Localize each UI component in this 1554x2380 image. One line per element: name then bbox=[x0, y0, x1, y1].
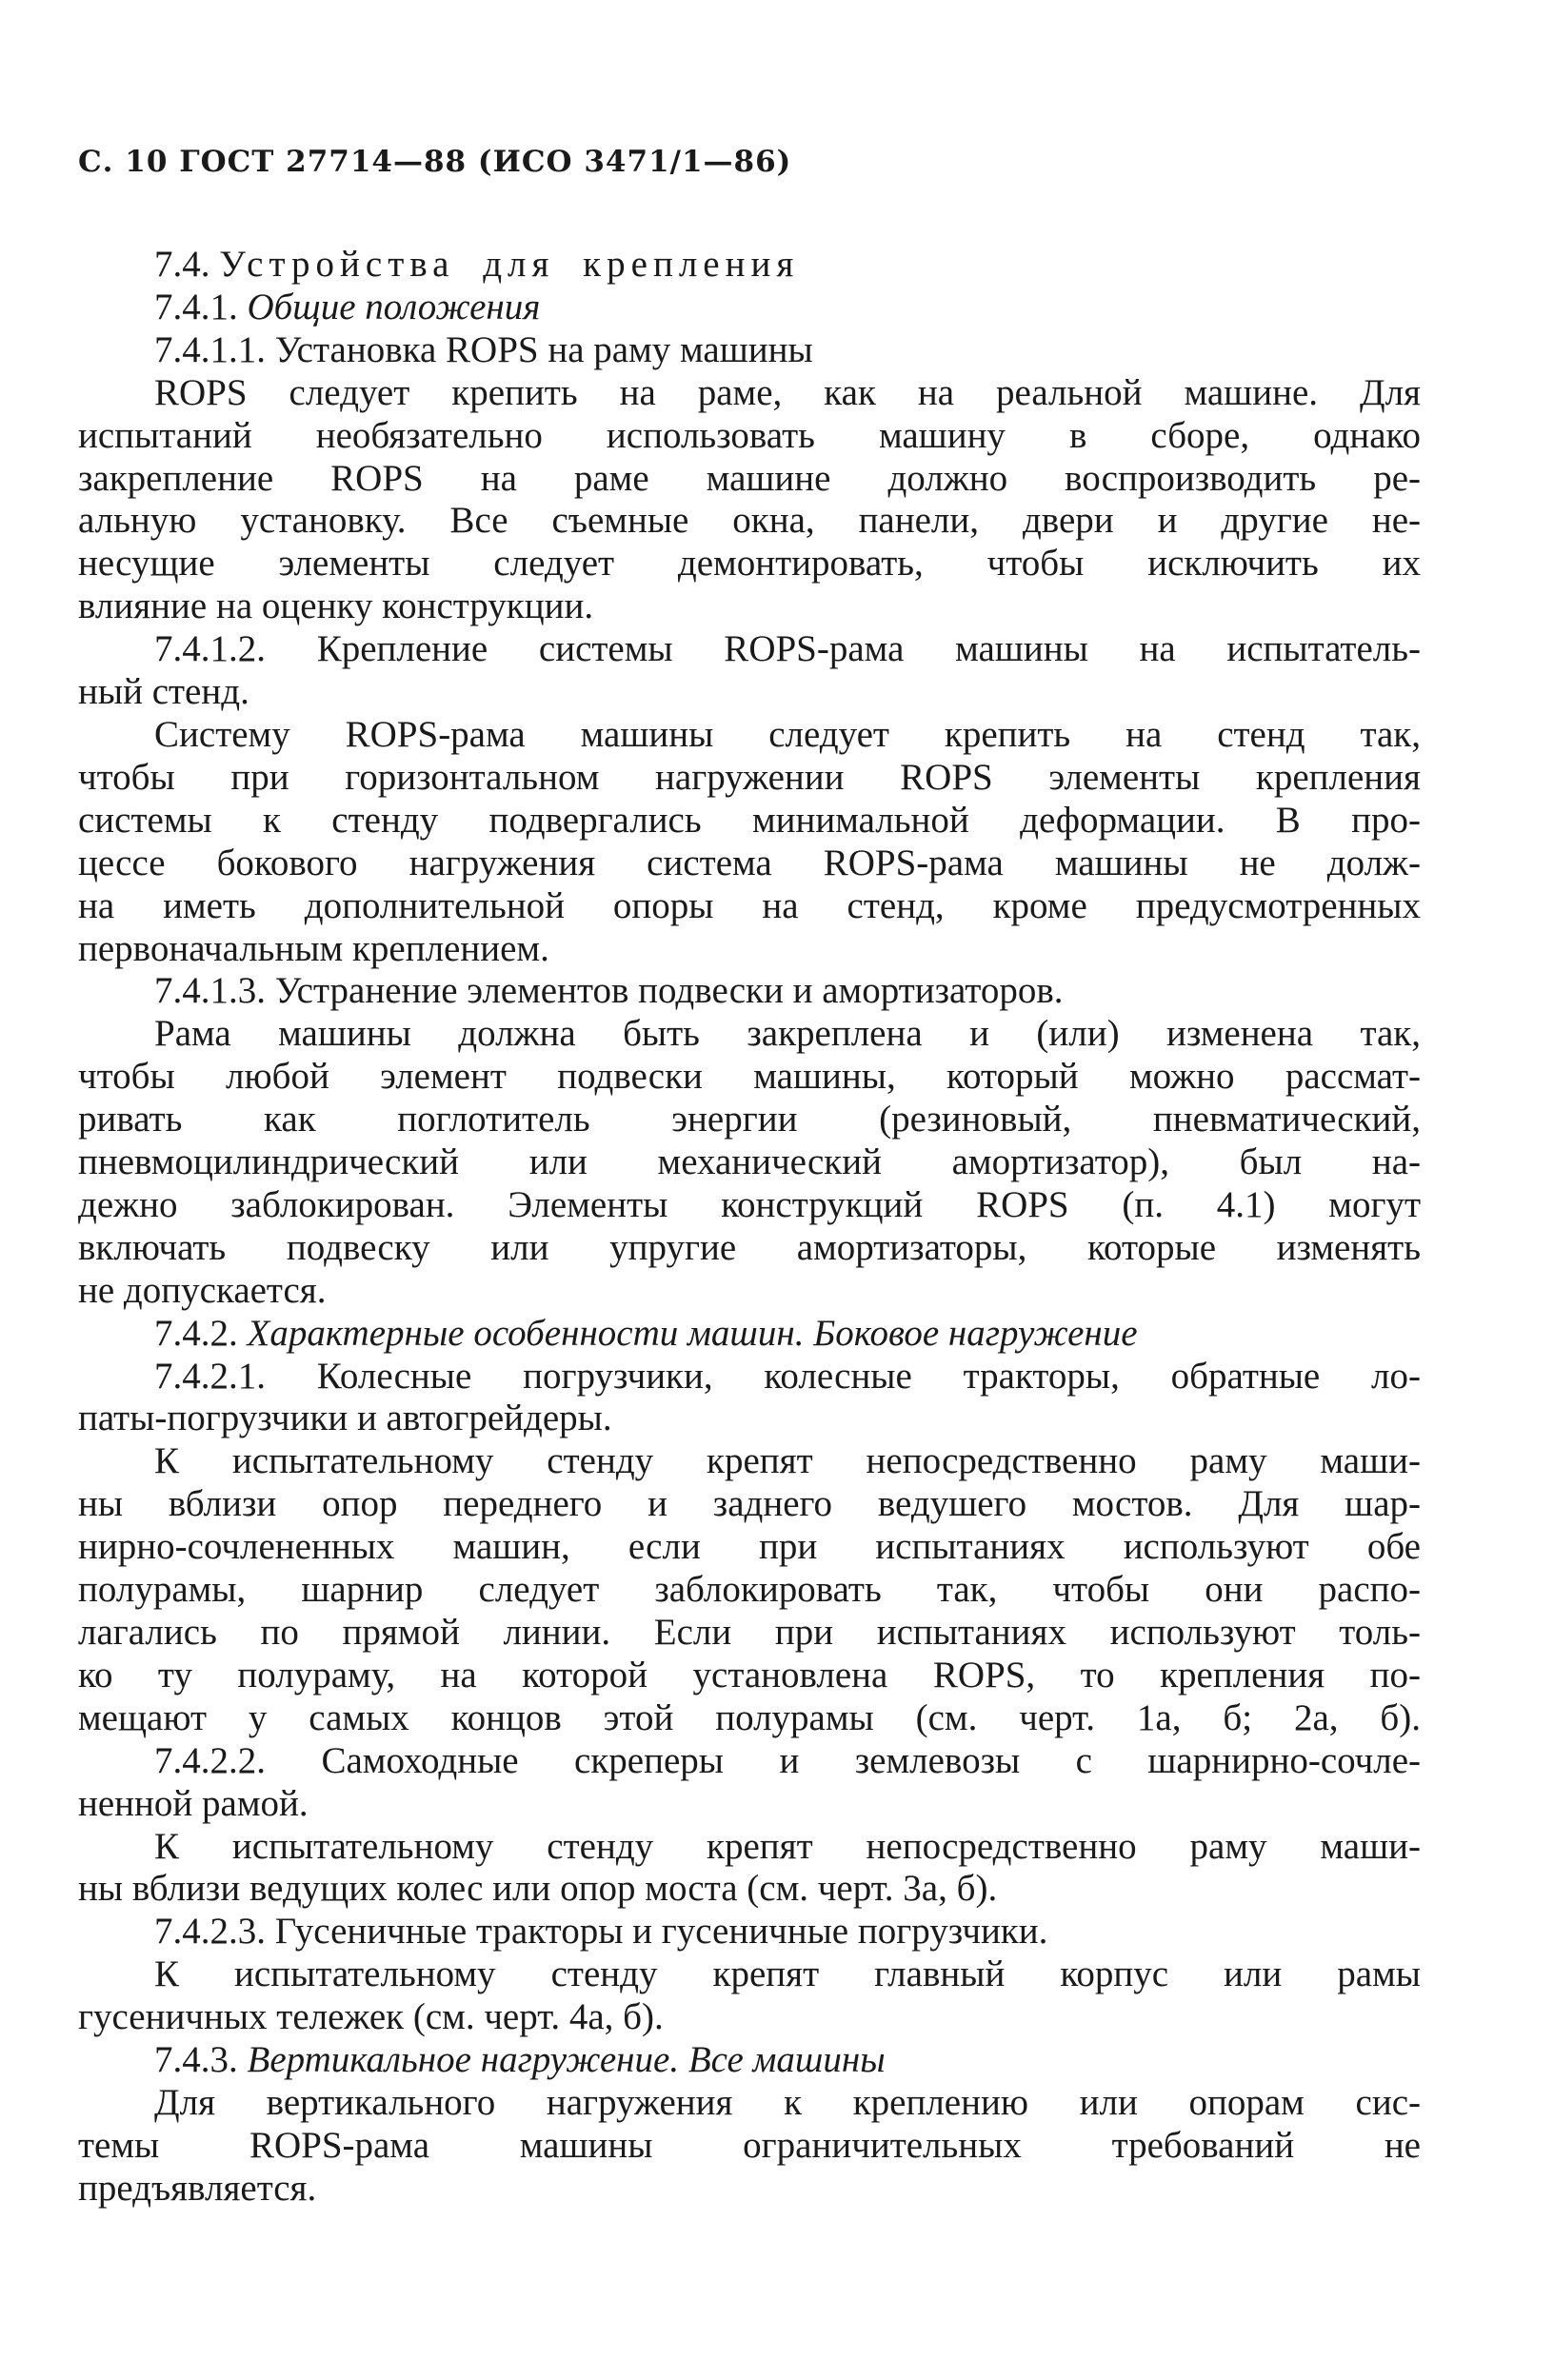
text-line: 7.4.2.2. Самоходные скреперы и землевозы с шарнирно-сочле- bbox=[154, 1739, 1421, 1781]
text-line: системы к стенду подвергались минимальной деформации. В про- bbox=[78, 799, 1421, 841]
text-line: предъявляется. bbox=[78, 2167, 317, 2209]
page-header: С. 10 ГОСТ 27714—88 (ИСО 3471/1—86) bbox=[78, 145, 792, 179]
text-line: Систему ROPS-рама машины следует крепить на стенд так, bbox=[154, 713, 1421, 755]
text-line: лагались по прямой линии. Если при испытаниях используют толь- bbox=[78, 1612, 1421, 1653]
text-line: 7.4.1.2. Крепление системы ROPS-рама машины на испытатель- bbox=[154, 628, 1421, 670]
text-line: ный стенд. bbox=[78, 671, 249, 713]
text-line: чтобы при горизонтальном нагружении ROPS элементы крепления bbox=[78, 756, 1421, 798]
text-line: ривать как поглотитель энергии (резиновый, пневматический, bbox=[78, 1099, 1421, 1140]
text-line: мещают у самых концов этой полурамы (см. черт. 1а, б; 2а, б). bbox=[78, 1696, 1421, 1738]
text-line: чтобы любой элемент подвески машины, который можно рассмат- bbox=[78, 1056, 1421, 1098]
text-line: 7.4.1.1. Установка ROPS на раму машины bbox=[154, 328, 813, 370]
text-line: 7.4.1.3. Устранение элементов подвески и амортизаторов. bbox=[154, 970, 1064, 1012]
document-body bbox=[78, 244, 1421, 2211]
text-line: 7.4.1. Общие положения bbox=[154, 286, 541, 327]
text-line: первоначальным креплением. bbox=[78, 927, 549, 969]
text-line: Рама машины должна быть закреплена и (или) изменена так, bbox=[154, 1013, 1421, 1055]
text-line: пневмоцилиндрический или механический амортизатор), был на- bbox=[78, 1141, 1421, 1183]
text-line: паты-погрузчики и автогрейдеры. bbox=[78, 1398, 612, 1439]
text-line: 7.4.2. Характерные особенности машин. Боковое нагружение bbox=[154, 1312, 1138, 1354]
text-line: нирно-сочлененных машин, если при испытаниях используют обе bbox=[78, 1526, 1421, 1568]
text-line: закрепление ROPS на раме машине должно воспроизводить ре- bbox=[78, 457, 1421, 499]
text-line: включать подвеску или упругие амортизаторы, которые изменять bbox=[78, 1226, 1421, 1268]
text-line: К испытательному стенду крепят непосредственно раму маши- bbox=[154, 1825, 1421, 1867]
text-line: ны вблизи ведущих колес или опор моста (см. черт. 3а, б). bbox=[78, 1868, 998, 1910]
text-line: ROPS следует крепить на раме, как на реальной машине. Для bbox=[154, 371, 1421, 413]
text-line: испытаний необязательно использовать машину в сборе, однако bbox=[78, 414, 1421, 456]
text-line: полурамы, шарнир следует заблокировать так, чтобы они распо- bbox=[78, 1569, 1421, 1611]
text-line: ны вблизи опор переднего и заднего ведушего мостов. Для шар- bbox=[78, 1483, 1421, 1525]
text-line: ко ту полураму, на которой установлена ROPS, то крепления по- bbox=[78, 1654, 1421, 1696]
text-line: несущие элементы следует демонтировать, чтобы исключить их bbox=[78, 543, 1421, 585]
text-line: К испытательному стенду крепят непосредственно раму маши- bbox=[154, 1440, 1421, 1482]
text-line: 7.4.2.3. Гусеничные тракторы и гусеничные погрузчики. bbox=[154, 1911, 1048, 1953]
text-line: 7.4.2.1. Колесные погрузчики, колесные тракторы, обратные ло- bbox=[154, 1355, 1421, 1397]
text-line: Для вертикального нагружения к креплению или опорам сис- bbox=[154, 2081, 1421, 2123]
document-page bbox=[78, 143, 1421, 2211]
text-line: ненной рамой. bbox=[78, 1782, 309, 1824]
text-line: цессе бокового нагружения система ROPS-рама машины не долж- bbox=[78, 842, 1421, 883]
text-line: К испытательному стенду крепят главный корпус или рамы bbox=[154, 1954, 1421, 1995]
text-line: не допускается. bbox=[78, 1269, 327, 1311]
text-line: влияние на оценку конструкции. bbox=[78, 585, 594, 627]
text-line: дежно заблокирован. Элементы конструкций ROPS (п. 4.1) могут bbox=[78, 1183, 1421, 1225]
text-line: альную установку. Все съемные окна, панели, двери и другие не- bbox=[78, 500, 1421, 542]
text-line: гусеничных тележек (см. черт. 4а, б). bbox=[78, 1996, 664, 2038]
text-line: на иметь дополнительной опоры на стенд, кроме предусмотренных bbox=[78, 884, 1421, 926]
text-line: 7.4. Устройства для крепления bbox=[154, 244, 800, 285]
text-line: темы ROPS-рама машины ограничительных требований не bbox=[78, 2124, 1421, 2166]
text-line: 7.4.3. Вертикальное нагружение. Все машины bbox=[154, 2039, 886, 2081]
